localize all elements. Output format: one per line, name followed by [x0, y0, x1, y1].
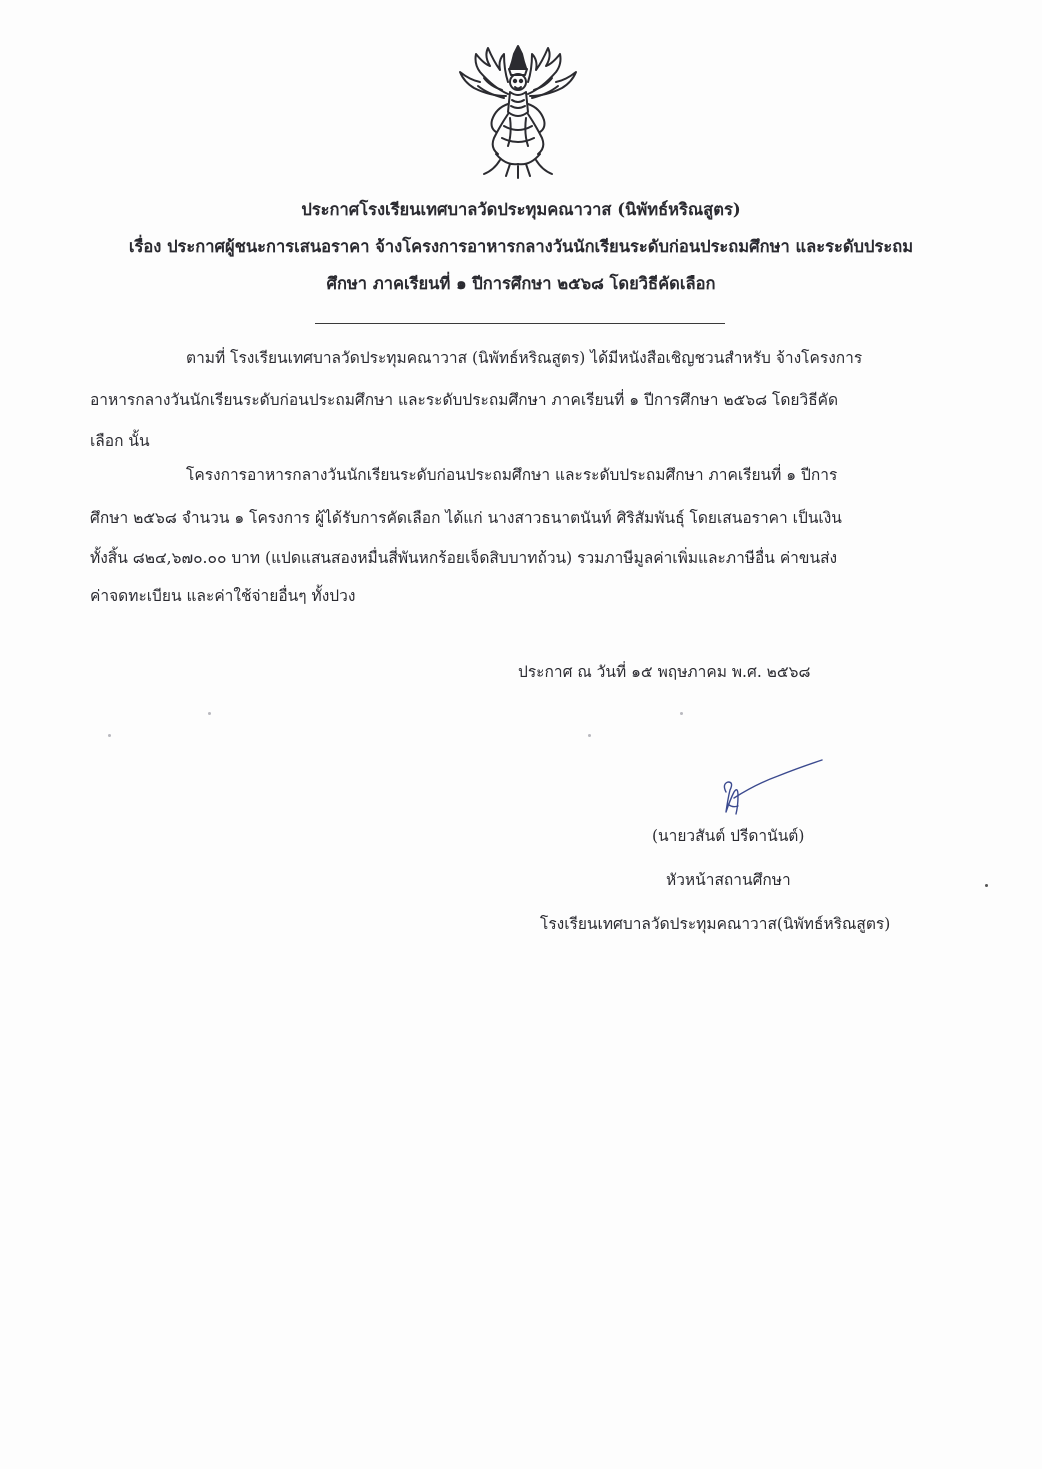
paragraph2-line2: ศึกษา ๒๕๖๘ จำนวน ๑ โครงการ ผู้ได้รับการคัดเลือก ได้แก่ นางสาวธนาตนันท์ ศิริสัมพันธุ์ โดยเสนอราคา เป็นเงิน: [90, 509, 842, 527]
paragraph1-line1: ตามที่ โรงเรียนเทศบาลวัดประทุมคณาวาส (นิพัทธ์หริณสูตร) ได้มีหนังสือเชิญชวนสำหรับ จ้างโครงการ: [186, 349, 863, 367]
scan-speck: [680, 712, 683, 715]
scan-speck: [208, 712, 211, 715]
paragraph2-line3: ทั้งสิ้น ๘๒๔,๖๗๐.๐๐ บาท (แปดแสนสองหมื่นสี่พันหกร้อยเจ็ดสิบบาทถ้วน) รวมภาษีมูลค่าเพิ่มและภาษีอื่น ค่าขนส่ง: [90, 549, 838, 567]
scan-speck: [985, 884, 988, 887]
title-divider: [315, 323, 725, 324]
paragraph1-line2: อาหารกลางวันนักเรียนระดับก่อนประถมศึกษา และระดับประถมศึกษา ภาคเรียนที่ ๑ ปีการศึกษา ๒๕๖๘ โดยวิธีคัด: [90, 391, 839, 409]
signatory-position: หัวหน้าสถานศึกษา: [666, 871, 791, 889]
announcement-date: ประกาศ ณ วันที่ ๑๕ พฤษภาคม พ.ศ. ๒๕๖๘: [518, 663, 811, 681]
paragraph2-line1: โครงการอาหารกลางวันนักเรียนระดับก่อนประถมศึกษา และระดับประถมศึกษา ภาคเรียนที่ ๑ ปีการ: [186, 466, 838, 484]
scan-speck: [108, 734, 111, 737]
paragraph2-line4: ค่าจดทะเบียน และค่าใช้จ่ายอื่นๆ ทั้งปวง: [90, 587, 356, 605]
signatory-name: (นายวสันต์ ปรีดานันต์): [652, 827, 805, 845]
announcement-title: ประกาศโรงเรียนเทศบาลวัดประทุมคณาวาส (นิพัทธ์หริณสูตร): [301, 200, 741, 219]
handwritten-signature-icon: [716, 758, 826, 822]
garuda-emblem-icon: [454, 42, 582, 182]
paragraph1-line3: เลือก นั้น: [90, 432, 150, 450]
signatory-organization: โรงเรียนเทศบาลวัดประทุมคณาวาส(นิพัทธ์หริณสูตร): [540, 915, 891, 933]
subject-line-1: เรื่อง ประกาศผู้ชนะการเสนอราคา จ้างโครงการอาหารกลางวันนักเรียนระดับก่อนประถมศึกษา และระดับประถม: [128, 237, 914, 256]
scan-speck: [588, 734, 591, 737]
subject-line-2: ศึกษา ภาคเรียนที่ ๑ ปีการศึกษา ๒๕๖๘ โดยวิธีคัดเลือก: [326, 274, 716, 293]
